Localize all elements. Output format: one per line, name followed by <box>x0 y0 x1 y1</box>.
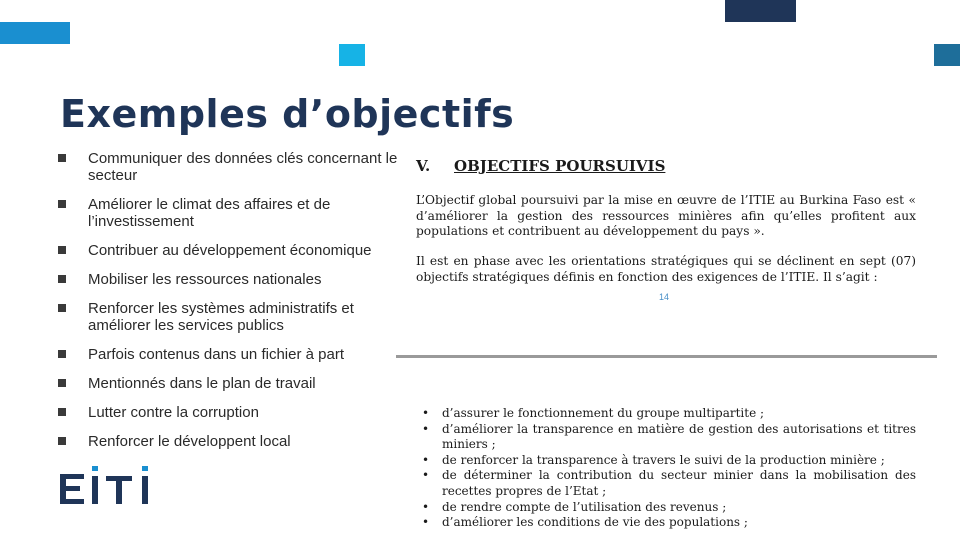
bullet-item: Lutter contre la corruption <box>56 404 401 421</box>
square-bullet-icon <box>58 275 66 283</box>
square-bullet-icon <box>58 437 66 445</box>
bullet-dot-icon: • <box>422 515 430 530</box>
deco-block-blue-left <box>0 22 70 44</box>
document-section-heading <box>416 157 665 175</box>
bullet-item: Renforcer le développent local <box>56 433 401 450</box>
list-item: • d’améliorer les conditions de vie des populations ; <box>422 515 748 530</box>
deco-block-navy-top <box>725 0 796 22</box>
square-bullet-icon <box>58 304 66 312</box>
deco-block-cyan <box>339 44 365 66</box>
list-item: • de déterminer la contribution du secteur minier dans la mobilisation des recettes propres de l’Etat ; <box>422 468 916 498</box>
square-bullet-icon <box>58 200 66 208</box>
bullet-item: Mentionnés dans le plan de travail <box>56 375 401 392</box>
section-title: OBJECTIFS POURSUIVIS <box>454 157 666 175</box>
bullet-dot-icon: • <box>422 499 430 514</box>
deco-block-steel-right <box>934 44 960 66</box>
square-bullet-icon <box>58 350 66 358</box>
bullet-dot-icon: • <box>422 421 430 436</box>
eiti-logo <box>60 466 160 506</box>
square-bullet-icon <box>58 379 66 387</box>
square-bullet-icon <box>58 246 66 254</box>
square-bullet-icon <box>58 154 66 162</box>
list-item: • d’améliorer la transparence en matière de gestion des autorisations et titres miniers ; <box>422 421 916 452</box>
bullet-item: Parfois contenus dans un fichier à part <box>56 346 401 363</box>
page-divider <box>396 355 937 358</box>
bullet-item: Renforcer les systèmes administratifs et améliorer les services publics <box>56 300 401 334</box>
document-paragraph-1: L’Objectif global poursuivi par la mise en œuvre de l’ITIE au Burkina Faso est « d’améliorer la gestion des ressources minières afin qu’elles profitent aux populations et contribuent au développement du pays ». <box>416 193 916 238</box>
bullet-list <box>56 150 401 462</box>
section-number: V. <box>416 157 431 175</box>
bullet-item: Contribuer au développement économique <box>56 242 401 259</box>
bullet-dot-icon: • <box>422 406 430 420</box>
list-item: • d’assurer le fonctionnement du groupe multipartite ; <box>422 406 765 420</box>
list-item: • de rendre compte de l’utilisation des revenus ; <box>422 499 727 514</box>
bullet-item: Mobiliser les ressources nationales <box>56 271 401 288</box>
square-bullet-icon <box>58 408 66 416</box>
document-objectives-list <box>416 406 916 531</box>
bullet-item: Communiquer des données clés concernant le secteur <box>56 150 401 184</box>
document-paragraph-2: Il est en phase avec les orientations stratégiques qui se déclinent en sept (07) objectifs stratégiques définis en fonction des exigences de l’ITIE. Il s’agit : <box>416 254 916 284</box>
bullet-dot-icon: • <box>422 452 430 467</box>
list-item: • de renforcer la transparence à travers le suivi de la production minière ; <box>422 452 885 467</box>
bullet-item: Améliorer le climat des affaires et de l’investissement <box>56 196 401 230</box>
slide-title: Exemples d’objectifs <box>60 92 515 136</box>
document-page-number: 14 <box>659 292 670 302</box>
bullet-dot-icon: • <box>422 468 430 483</box>
